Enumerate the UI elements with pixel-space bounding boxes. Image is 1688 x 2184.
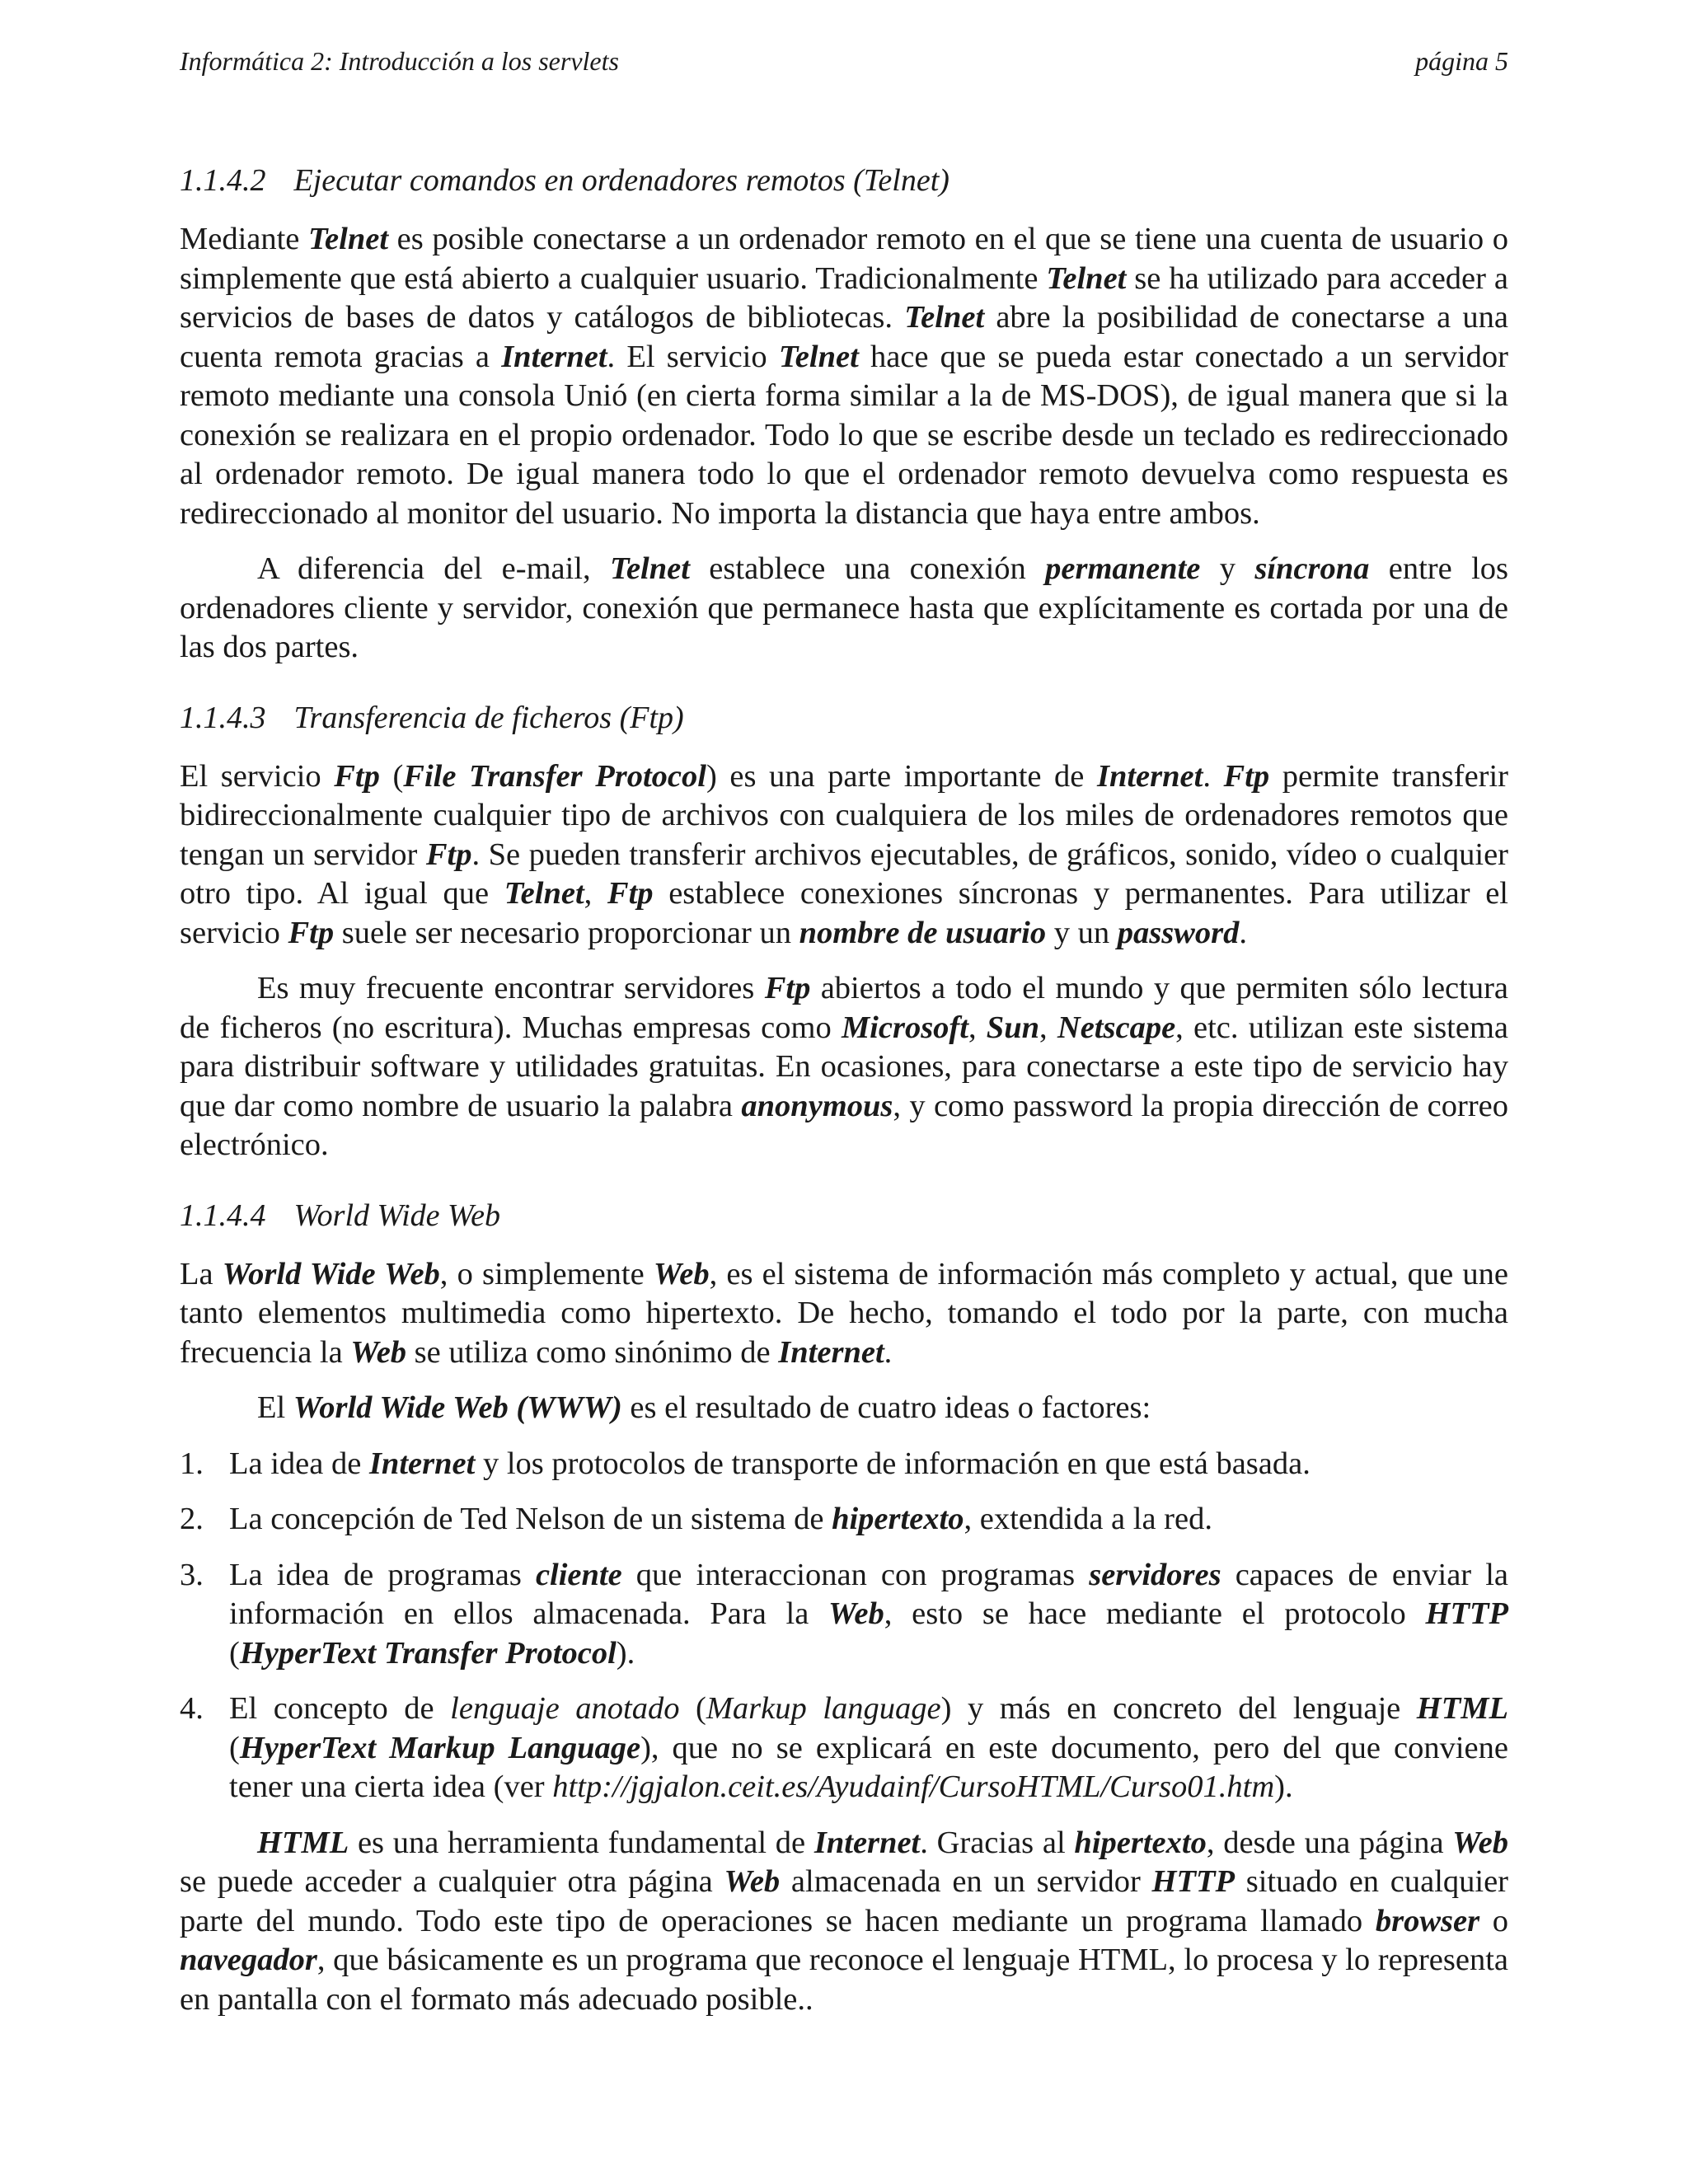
text-run: La concepción de Ted Nelson de un sistema de bbox=[229, 1502, 832, 1536]
keyword: World Wide Web (WWW) bbox=[293, 1390, 622, 1425]
keyword: Ftp bbox=[425, 837, 472, 872]
list-number: 2. bbox=[180, 1502, 204, 1536]
keyword: Internet bbox=[778, 1334, 884, 1370]
keyword: Telnet bbox=[609, 551, 690, 586]
keyword: Web bbox=[653, 1256, 710, 1291]
text-run: ). bbox=[616, 1635, 635, 1671]
text-run: , es el sistema de información más completo y actual, que une tanto elementos multimedia como hipertexto. De hecho, tomando el todo por la parte, con mucha frecuencia la bbox=[180, 1256, 1509, 1370]
paragraph bbox=[180, 1824, 1508, 2020]
heading-title: Transferencia de ficheros (Ftp) bbox=[293, 700, 684, 735]
keyword: Web bbox=[350, 1334, 407, 1370]
text-run: es una herramienta fundamental de bbox=[349, 1825, 814, 1860]
text-run: , bbox=[584, 876, 607, 911]
text-run: , bbox=[1039, 1010, 1057, 1045]
text-run: hace que se pueda estar conectado a un servidor remoto mediante una consola Unió (en cierta forma similar a la de MS-DOS), de igual manera que si la conexión se realizara en el propio ordenador. Todo lo que se escribe desde un teclado es redireccionado al ordenador remoto. De igual manera todo lo que el ordenador remoto devuelva como respuesta es redireccionado al monitor del usuario. No importa la distancia que haya entre ambos. bbox=[180, 339, 1508, 531]
keyword: File Transfer Protocol bbox=[403, 758, 706, 794]
text-run: . El servicio bbox=[607, 339, 779, 374]
heading-number: 1.1.4.4 bbox=[180, 1197, 266, 1233]
text-run: se puede acceder a cualquier otra página bbox=[180, 1864, 724, 1899]
text-run: . Gracias al bbox=[920, 1825, 1075, 1860]
paragraph bbox=[180, 757, 1508, 954]
section-web bbox=[180, 1197, 1508, 2020]
text-run: ) es una parte importante de bbox=[706, 758, 1097, 794]
text-run: , o simplemente bbox=[439, 1256, 654, 1291]
keyword: hipertexto bbox=[832, 1502, 964, 1536]
text-run: capaces de enviar la información en ellos almacenada. Para la bbox=[229, 1557, 1508, 1631]
list-number: 3. bbox=[180, 1557, 204, 1592]
header-title: Informática 2: Introducción a los servlets bbox=[180, 46, 619, 76]
factor-list bbox=[180, 1445, 1508, 1807]
text-run: El servicio bbox=[180, 758, 335, 794]
text-run: y bbox=[1200, 551, 1255, 586]
text-run: se utiliza como sinónimo de bbox=[406, 1334, 779, 1370]
keyword: HTML bbox=[1416, 1691, 1508, 1726]
keyword: cliente bbox=[535, 1557, 622, 1592]
keyword: nombre de usuario bbox=[799, 915, 1047, 950]
text-run: El bbox=[257, 1390, 293, 1425]
keyword: Ftp bbox=[607, 876, 654, 911]
text-run: El concepto de bbox=[229, 1691, 451, 1726]
keyword: World Wide Web bbox=[222, 1256, 440, 1291]
keyword: Microsoft bbox=[841, 1010, 968, 1045]
text-run: , esto se hace mediante el protocolo bbox=[884, 1596, 1426, 1631]
paragraph bbox=[180, 969, 1508, 1165]
text-run: y un bbox=[1046, 915, 1118, 950]
keyword: hipertexto bbox=[1074, 1825, 1207, 1860]
list-item bbox=[180, 1556, 1508, 1674]
content bbox=[180, 162, 1508, 2036]
keyword: servidores bbox=[1089, 1557, 1221, 1592]
text-run: ( bbox=[379, 758, 404, 794]
list-text bbox=[229, 1502, 1212, 1536]
text-run: ), que no se explicará en este documento, pero del que conviene tener una cierta idea (ver bbox=[229, 1730, 1508, 1804]
list-number: 1. bbox=[180, 1446, 204, 1481]
keyword: HyperText Markup Language bbox=[239, 1730, 641, 1765]
list-text bbox=[229, 1446, 1311, 1481]
text-run: , etc. utilizan este sistema para distribuir software y utilidades gratuitas. En ocasiones, para conectarse a este tipo de servicio hay que dar como nombre de usuario la palabra bbox=[180, 1010, 1509, 1123]
keyword: Telnet bbox=[1046, 260, 1127, 296]
text-run: , desde una página bbox=[1206, 1825, 1453, 1860]
keyword: Internet bbox=[1096, 758, 1203, 794]
text-run: , extendida a la red. bbox=[964, 1502, 1212, 1536]
keyword: permanente bbox=[1045, 551, 1201, 586]
text-run: ( bbox=[679, 1691, 706, 1726]
text-run: ). bbox=[1274, 1769, 1293, 1804]
text-run: ) y más en concreto del lenguaje bbox=[940, 1691, 1417, 1726]
keyword: Web bbox=[724, 1864, 781, 1899]
paragraph bbox=[180, 550, 1508, 668]
paragraph bbox=[180, 1255, 1508, 1373]
text-run: es el resultado de cuatro ideas o factores: bbox=[621, 1390, 1151, 1425]
heading-telnet bbox=[180, 162, 1508, 200]
keyword: Ftp bbox=[288, 915, 335, 950]
text-run: situado en cualquier parte del mundo. Todo este tipo de operaciones se hacen mediante un programa llamado bbox=[180, 1864, 1508, 1938]
keyword: anonymous bbox=[741, 1088, 893, 1123]
section-ftp bbox=[180, 699, 1508, 1165]
text-run: es posible conectarse a un ordenador remoto en el que se tiene una cuenta de usuario o simplemente que está abierto a cualquier usuario. Tradicionalmente bbox=[180, 222, 1509, 296]
text-run: establece una conexión bbox=[689, 551, 1046, 586]
text-run: , y como password la propia dirección de correo electrónico. bbox=[180, 1088, 1508, 1162]
keyword: Telnet bbox=[778, 339, 859, 374]
text-run: . bbox=[1239, 915, 1247, 950]
keyword: password bbox=[1117, 915, 1240, 950]
text-run: . bbox=[884, 1334, 893, 1370]
text-run: La idea de bbox=[229, 1446, 369, 1481]
text-run: La bbox=[180, 1256, 223, 1291]
list-number: 4. bbox=[180, 1691, 204, 1726]
list-item bbox=[180, 1500, 1508, 1540]
keyword: Web bbox=[1452, 1825, 1508, 1860]
heading-number: 1.1.4.3 bbox=[180, 700, 266, 735]
text-run: entre los ordenadores cliente y servidor, conexión que permanece hasta que explícitamente es cortada por una de las dos partes. bbox=[180, 551, 1509, 664]
keyword: Sun bbox=[986, 1010, 1040, 1045]
keyword: browser bbox=[1375, 1903, 1480, 1938]
text-run: Es muy frecuente encontrar servidores bbox=[257, 971, 765, 1005]
keyword: Internet bbox=[814, 1825, 921, 1860]
keyword: Telnet bbox=[308, 222, 389, 256]
text-run: permite transferir bidireccionalmente cualquier tipo de archivos con cualquiera de los miles de ordenadores remotos que tengan un servidor bbox=[180, 758, 1508, 872]
text-run: ( bbox=[229, 1730, 240, 1765]
text-run: La idea de programas bbox=[229, 1557, 536, 1592]
text-run: almacenada en un servidor bbox=[780, 1864, 1152, 1899]
keyword: navegador bbox=[180, 1943, 317, 1977]
keyword: HTTP bbox=[1425, 1596, 1508, 1631]
heading-number: 1.1.4.2 bbox=[180, 163, 266, 198]
text-run: . bbox=[1203, 758, 1224, 794]
text-run: , bbox=[968, 1010, 987, 1045]
keyword: HyperText Transfer Protocol bbox=[239, 1635, 617, 1671]
keyword: Netscape bbox=[1057, 1010, 1176, 1045]
paragraph bbox=[180, 220, 1508, 533]
text-run: A diferencia del e-mail, bbox=[257, 551, 610, 586]
keyword: Telnet bbox=[904, 300, 985, 335]
italic-text: http://jgjalon.ceit.es/Ayudainf/CursoHTML/Curso01.htm bbox=[552, 1769, 1275, 1804]
list-text bbox=[229, 1558, 1508, 1671]
text-run: abre la posibilidad de conectarse a una cuenta remota gracias a bbox=[180, 300, 1509, 374]
heading-title: World Wide Web bbox=[293, 1197, 501, 1233]
paragraph bbox=[180, 1389, 1508, 1428]
keyword: Ftp bbox=[1223, 758, 1270, 794]
list-item bbox=[180, 1445, 1508, 1484]
text-run: que interaccionan con programas bbox=[621, 1557, 1090, 1592]
keyword: Telnet bbox=[504, 876, 584, 911]
italic-text: Markup language bbox=[706, 1691, 941, 1726]
keyword: síncrona bbox=[1254, 551, 1370, 586]
text-run: se ha utilizado para acceder a servicios de bases de datos y catálogos de bibliotecas. bbox=[180, 260, 1509, 335]
text-run: o bbox=[1479, 1903, 1509, 1938]
keyword: HTML bbox=[257, 1825, 349, 1860]
text-run: abiertos a todo el mundo y que permiten sólo lectura de ficheros (no escritura). Muchas empresas como bbox=[180, 971, 1508, 1045]
text-run: suele ser necesario proporcionar un bbox=[334, 915, 799, 950]
keyword: Ftp bbox=[764, 971, 811, 1005]
heading-title: Ejecutar comandos en ordenadores remotos (Telnet) bbox=[293, 163, 950, 198]
keyword: Web bbox=[828, 1596, 884, 1631]
keyword: Internet bbox=[368, 1446, 476, 1481]
text-run: y los protocolos de transporte de información en que está basada. bbox=[475, 1446, 1311, 1481]
page-number: página 5 bbox=[1415, 46, 1508, 76]
text-run: ( bbox=[229, 1635, 240, 1671]
italic-text: lenguaje anotado bbox=[450, 1691, 680, 1726]
list-text bbox=[229, 1691, 1508, 1804]
keyword: HTTP bbox=[1151, 1864, 1236, 1899]
heading-web bbox=[180, 1197, 1508, 1235]
keyword: Ftp bbox=[334, 758, 380, 794]
running-header bbox=[180, 46, 1508, 77]
list-item bbox=[180, 1690, 1508, 1807]
section-telnet bbox=[180, 162, 1508, 668]
text-run: Mediante bbox=[180, 222, 309, 256]
heading-ftp bbox=[180, 699, 1508, 738]
keyword: Internet bbox=[501, 339, 607, 374]
text-run: , que básicamente es un programa que reconoce el lenguaje HTML, lo procesa y lo representa en pantalla con el formato más adecuado posible.. bbox=[180, 1943, 1508, 2017]
text-run: . Se pueden transferir archivos ejecutables, de gráficos, sonido, vídeo o cualquier otro tipo. Al igual que bbox=[180, 837, 1508, 911]
text-run: establece conexiones síncronas y permanentes. Para utilizar el servicio bbox=[180, 876, 1508, 950]
